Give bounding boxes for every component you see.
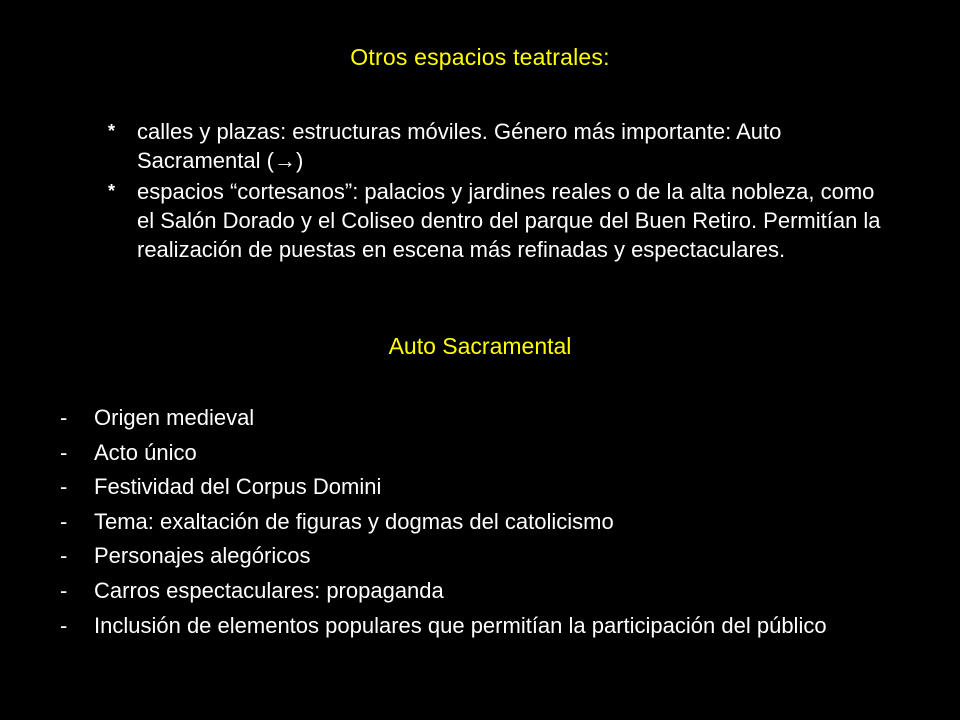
dash-marker: - [60, 405, 68, 430]
section-heading: Auto Sacramental [388, 333, 572, 359]
bullet-item [108, 177, 888, 264]
list-item-text: Acto único [94, 439, 197, 465]
list-item [60, 472, 920, 501]
dash-marker: - [60, 612, 68, 638]
dash-marker: - [60, 474, 68, 500]
list-item [60, 438, 920, 467]
dash-marker: - [60, 508, 68, 534]
list-item-text: Festividad del Corpus Domini [94, 474, 382, 500]
list-item [60, 541, 920, 570]
list-item-text: Tema: exaltación de figuras y dogmas del catolicismo [94, 508, 614, 534]
bullet-text: calles y plazas: estructuras móviles. Género más importante: Auto Sacramental (→) [137, 119, 782, 173]
dash-marker: - [60, 439, 68, 465]
list-item [60, 403, 920, 432]
bullet-item [108, 117, 888, 175]
bullet-marker: * [108, 181, 116, 201]
list-item-text: Origen medieval [94, 405, 255, 430]
list-item [60, 576, 920, 605]
bullet-text: espacios “cortesanos”: palacios y jardines reales o de la alta nobleza, como el Salón Dorado y el Coliseo dentro del parque del Buen Retiro. Permitían la realización de puestas en escena más refinadas y espectaculares. [137, 179, 881, 262]
bullet-marker: * [108, 121, 116, 141]
dash-marker: - [60, 543, 68, 569]
list-item-text: Inclusión de elementos populares que permitían la participación del público [94, 612, 827, 638]
list-item-text: Personajes alegóricos [94, 543, 311, 569]
list-item-text: Carros espectaculares: propaganda [94, 577, 444, 603]
list-item [60, 507, 920, 536]
feature-list [60, 403, 920, 645]
bullet-list [108, 117, 888, 266]
list-item [60, 611, 920, 640]
dash-marker: - [60, 577, 68, 603]
slide-title: Otros espacios teatrales: [350, 44, 610, 70]
